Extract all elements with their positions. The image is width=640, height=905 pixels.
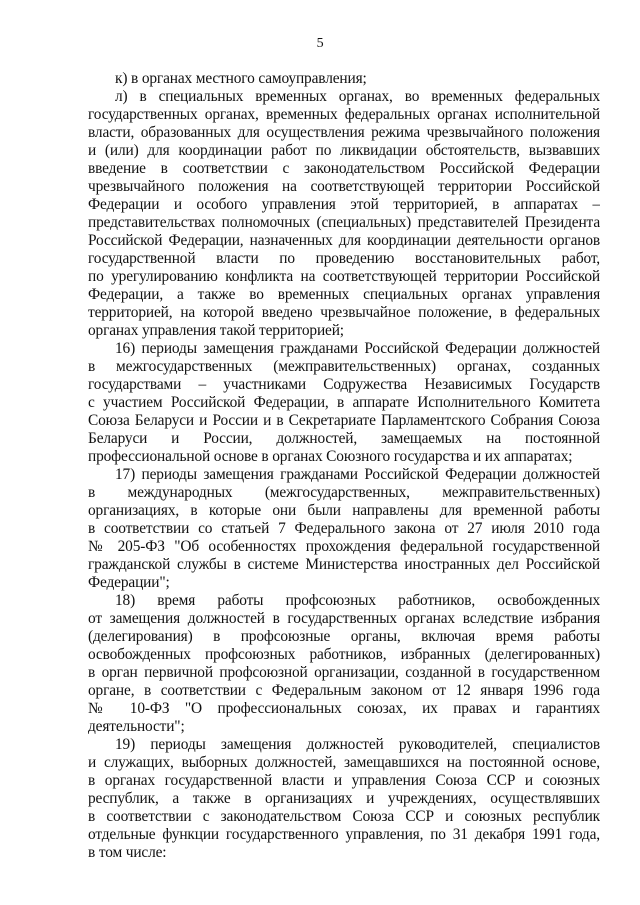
paragraph-line: в том числе: <box>88 844 167 861</box>
paragraph-line: деятельности"; <box>88 718 185 735</box>
paragraph-18 <box>88 592 600 736</box>
paragraph-line: 18) время работы профсоюзных работников, освобожденных <box>115 592 600 609</box>
paragraph-line: профессиональной основе в органах Союзного государства и их аппаратах; <box>88 448 573 465</box>
paragraph-line: по урегулированию конфликта на соответствующей территории Российской <box>88 268 600 285</box>
paragraph-line: государственной власти по проведению восстановительных работ, <box>88 250 600 267</box>
paragraph-line: 16) периоды замещения гражданами Российской Федерации должностей <box>115 340 600 357</box>
paragraph-line: Российской Федерации, назначенных для координации деятельности органов <box>88 232 600 249</box>
paragraph-line: организациях, в которые они были направлены для временной работы <box>88 502 600 519</box>
paragraph-line: 17) периоды замещения гражданами Российской Федерации должностей <box>115 466 600 483</box>
paragraph-line: власти, образованных для осуществления режима чрезвычайного положения <box>88 124 600 141</box>
paragraph-line: 19) периоды замещения должностей руководителей, специалистов <box>115 736 600 753</box>
paragraph-line: гражданской службы в системе Министерства иностранных дел Российской <box>88 556 600 573</box>
paragraph-line: в международных (межгосударственных, межправительственных) <box>88 484 600 501</box>
paragraph-line: (делегирования) в профсоюзные органы, включая время работы <box>88 628 600 645</box>
paragraph-line: государственных органах, временных федеральных органах исполнительной <box>88 106 600 123</box>
paragraph-l <box>88 88 600 340</box>
paragraph-16 <box>88 340 600 466</box>
paragraph-line: органах управления такой территорией; <box>88 322 344 339</box>
paragraph-line: в органах государственной власти и управления Союза ССР и союзных <box>88 772 600 789</box>
paragraph-line: Союза Беларуси и России и в Секретариате Парламентского Собрания Союза <box>88 412 600 429</box>
paragraph-line: в соответствии с законодательством Союза ССР и союзных республик <box>88 808 600 825</box>
paragraph-k <box>88 70 600 88</box>
document-body <box>88 70 600 862</box>
paragraph-line: освобожденных профсоюзных работников, избранных (делегированных) <box>88 646 600 663</box>
paragraph-line: отдельные функции государственного управления, по 31 декабря 1991 года, <box>88 826 600 843</box>
paragraph-line: и (или) для координации работ по ликвидации обстоятельств, вызвавших <box>88 142 600 159</box>
paragraph-line: Федерации, а также во временных специальных органах управления <box>88 286 600 303</box>
paragraph-line: в орган первичной профсоюзной организации, созданной в государственном <box>88 664 600 681</box>
paragraph-line: в соответствии со статьей 7 Федерального закона от 27 июля 2010 года <box>88 520 600 537</box>
paragraph-19 <box>88 736 600 862</box>
page-number: 5 <box>316 36 324 51</box>
paragraph-17 <box>88 466 600 592</box>
paragraph-line: введение в соответствии с законодательством Российской Федерации <box>88 160 600 177</box>
paragraph-line: к) в органах местного самоуправления; <box>115 70 367 87</box>
paragraph-line: от замещения должностей в государственных органах вследствие избрания <box>88 610 600 627</box>
paragraph-line: № 10-ФЗ "О профессиональных союзах, их правах и гарантиях <box>88 700 600 717</box>
paragraph-line: Федерации"; <box>88 574 170 591</box>
paragraph-line: с участием Российской Федерации, в аппарате Исполнительного Комитета <box>88 394 600 411</box>
paragraph-line: органе, в соответствии с Федеральным законом от 12 января 1996 года <box>88 682 600 699</box>
paragraph-line: в межгосударственных (межправительственных) органах, созданных <box>88 358 600 375</box>
paragraph-line: № 205-ФЗ "Об особенностях прохождения федеральной государственной <box>88 538 600 555</box>
paragraph-line: чрезвычайного положения на соответствующей территории Российской <box>88 178 600 195</box>
paragraph-line: государствами – участниками Содружества Независимых Государств <box>88 376 600 393</box>
paragraph-line: и служащих, выборных должностей, замещавшихся на постоянной основе, <box>88 754 600 771</box>
paragraph-line: Беларуси и России, должностей, замещаемых на постоянной <box>88 430 600 447</box>
paragraph-line: республик, а также в организациях и учреждениях, осуществлявших <box>88 790 600 807</box>
paragraph-line: территорией, на которой введено чрезвычайное положение, в федеральных <box>88 304 600 321</box>
paragraph-line: Федерации и особого управления этой территорией, в аппаратах – <box>88 196 600 213</box>
paragraph-line: представительствах полномочных (специальных) представителей Президента <box>88 214 600 231</box>
paragraph-line: л) в специальных временных органах, во временных федеральных <box>115 88 600 105</box>
